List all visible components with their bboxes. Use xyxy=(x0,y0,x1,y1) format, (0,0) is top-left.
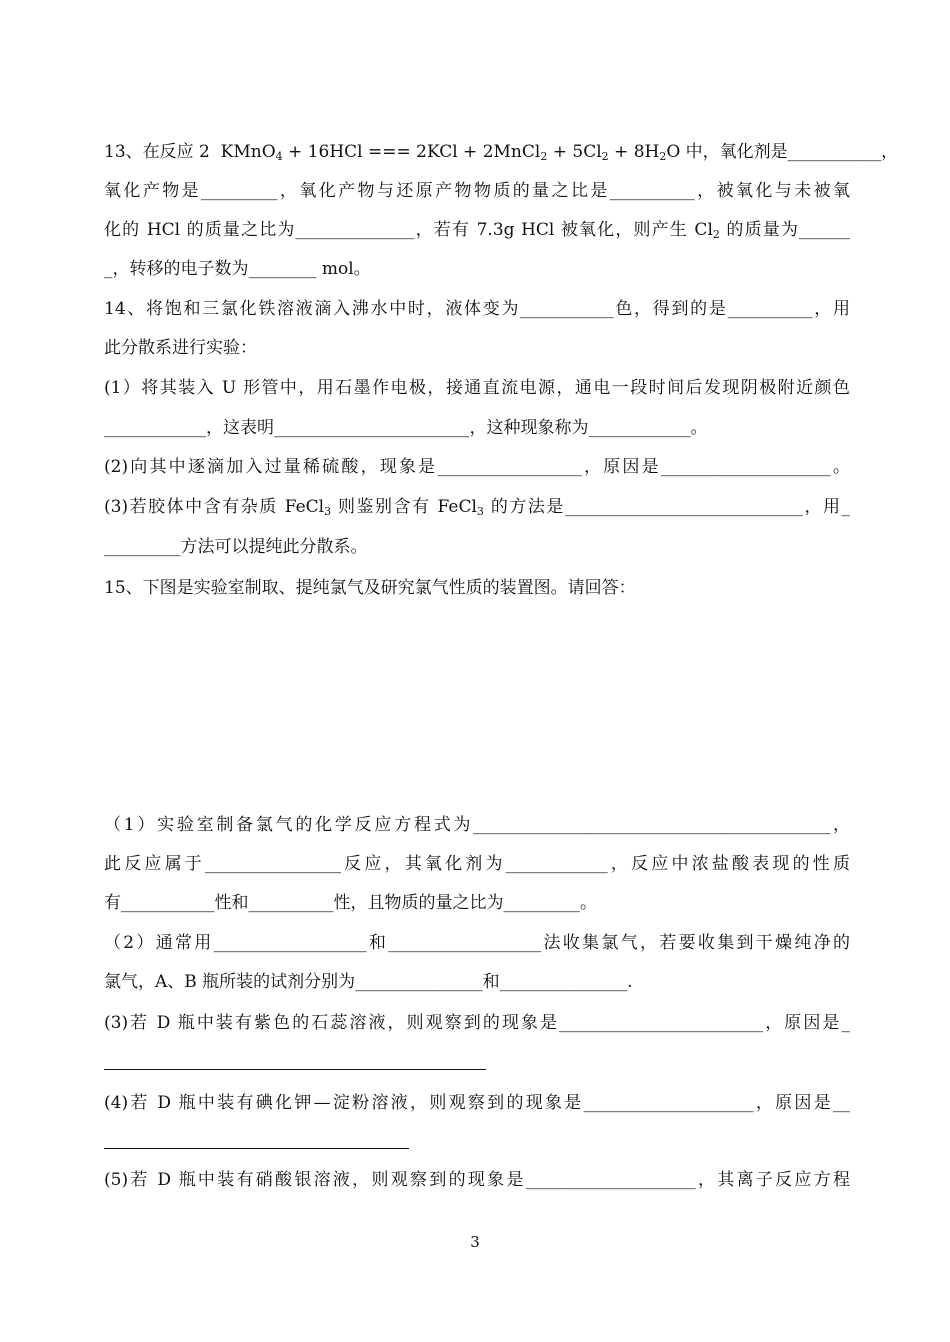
q15-part1-line-2: 此反应属于________________反应，其氧化剂为____________，反应中浓盐酸表现的性质 xyxy=(104,854,850,874)
q15-intro: 15、下图是实验室制取、提纯氯气及研究氯气性质的装置图。请回答： xyxy=(104,578,636,598)
q15-part4-answer-rule xyxy=(104,1148,409,1149)
q14-line-7: _________方法可以提纯此分散系。 xyxy=(104,537,368,557)
q15-part1-line-3: 有___________性和__________性，且物质的量之比为_________。 xyxy=(104,893,597,913)
q14-line-5: (2)向其中逐滴加入过量稀硫酸，现象是_________________，原因是____________________。 xyxy=(104,457,850,477)
q14-line-6: (3)若胶体中含有杂质 FeCl$_3$ 则鉴别含有 FeCl$_3$ 的方法是____________________________，用_ xyxy=(104,497,851,518)
q14-line-1: 14、将饱和三氯化铁溶液滴入沸水中时，液体变为___________色，得到的是__________，用 xyxy=(104,299,850,319)
page-number: 3 xyxy=(470,1233,480,1251)
q15-part3-line-1: (3)若 D 瓶中装有紫色的石蕊溶液，则观察到的现象是________________________，原因是_ xyxy=(104,1013,850,1033)
q13-line-1: 13、在反应 2 KMnO$_4$ + 16HCl === 2KCl + 2MnCl$_2$ + $5Cl_2 + 8H_2O$ 中，氧化剂是___________， xyxy=(104,142,899,163)
q15-part3-answer-rule xyxy=(104,1069,486,1070)
q14-line-3: (1）将其装入 U 形管中，用石墨作电极，接通直流电源，通电一段时间后发现阴极附近颜色 xyxy=(104,378,850,398)
q15-part2-line-1: （2）通常用__________________和__________________法收集氯气，若要收集到干燥纯净的 xyxy=(104,933,850,953)
q15-part1-line-1: （1）实验室制备氯气的化学反应方程式为__________________________________________， xyxy=(104,815,850,835)
q15-part4-line-1: (4)若 D 瓶中装有碘化钾—淀粉溶液，则观察到的现象是____________________，原因是__ xyxy=(104,1093,850,1113)
q14-line-4: ____________，这表明_______________________，这种现象称为____________。 xyxy=(104,418,708,438)
q14-line-2: 此分散系进行实验： xyxy=(104,338,257,358)
q13-line-2: 氧化产物是_________，氧化产物与还原产物物质的量之比是__________，被氧化与未被氧 xyxy=(104,181,850,201)
q13-line-3: 化的 HCl 的质量之比为______________，若有 7.3g HCl 被氧化，则产生 $Cl_2$ 的质量为______ xyxy=(104,220,851,241)
q15-part5-line-1: (5)若 D 瓶中装有硝酸银溶液，则观察到的现象是____________________，其离子反应方程 xyxy=(104,1170,850,1190)
q13-line-4: _，转移的电子数为________ mol。 xyxy=(104,259,371,279)
q15-part2-line-2: 氯气，A、B 瓶所装的试剂分别为_______________和_______________. xyxy=(104,972,633,992)
apparatus-figure-area xyxy=(104,610,850,800)
